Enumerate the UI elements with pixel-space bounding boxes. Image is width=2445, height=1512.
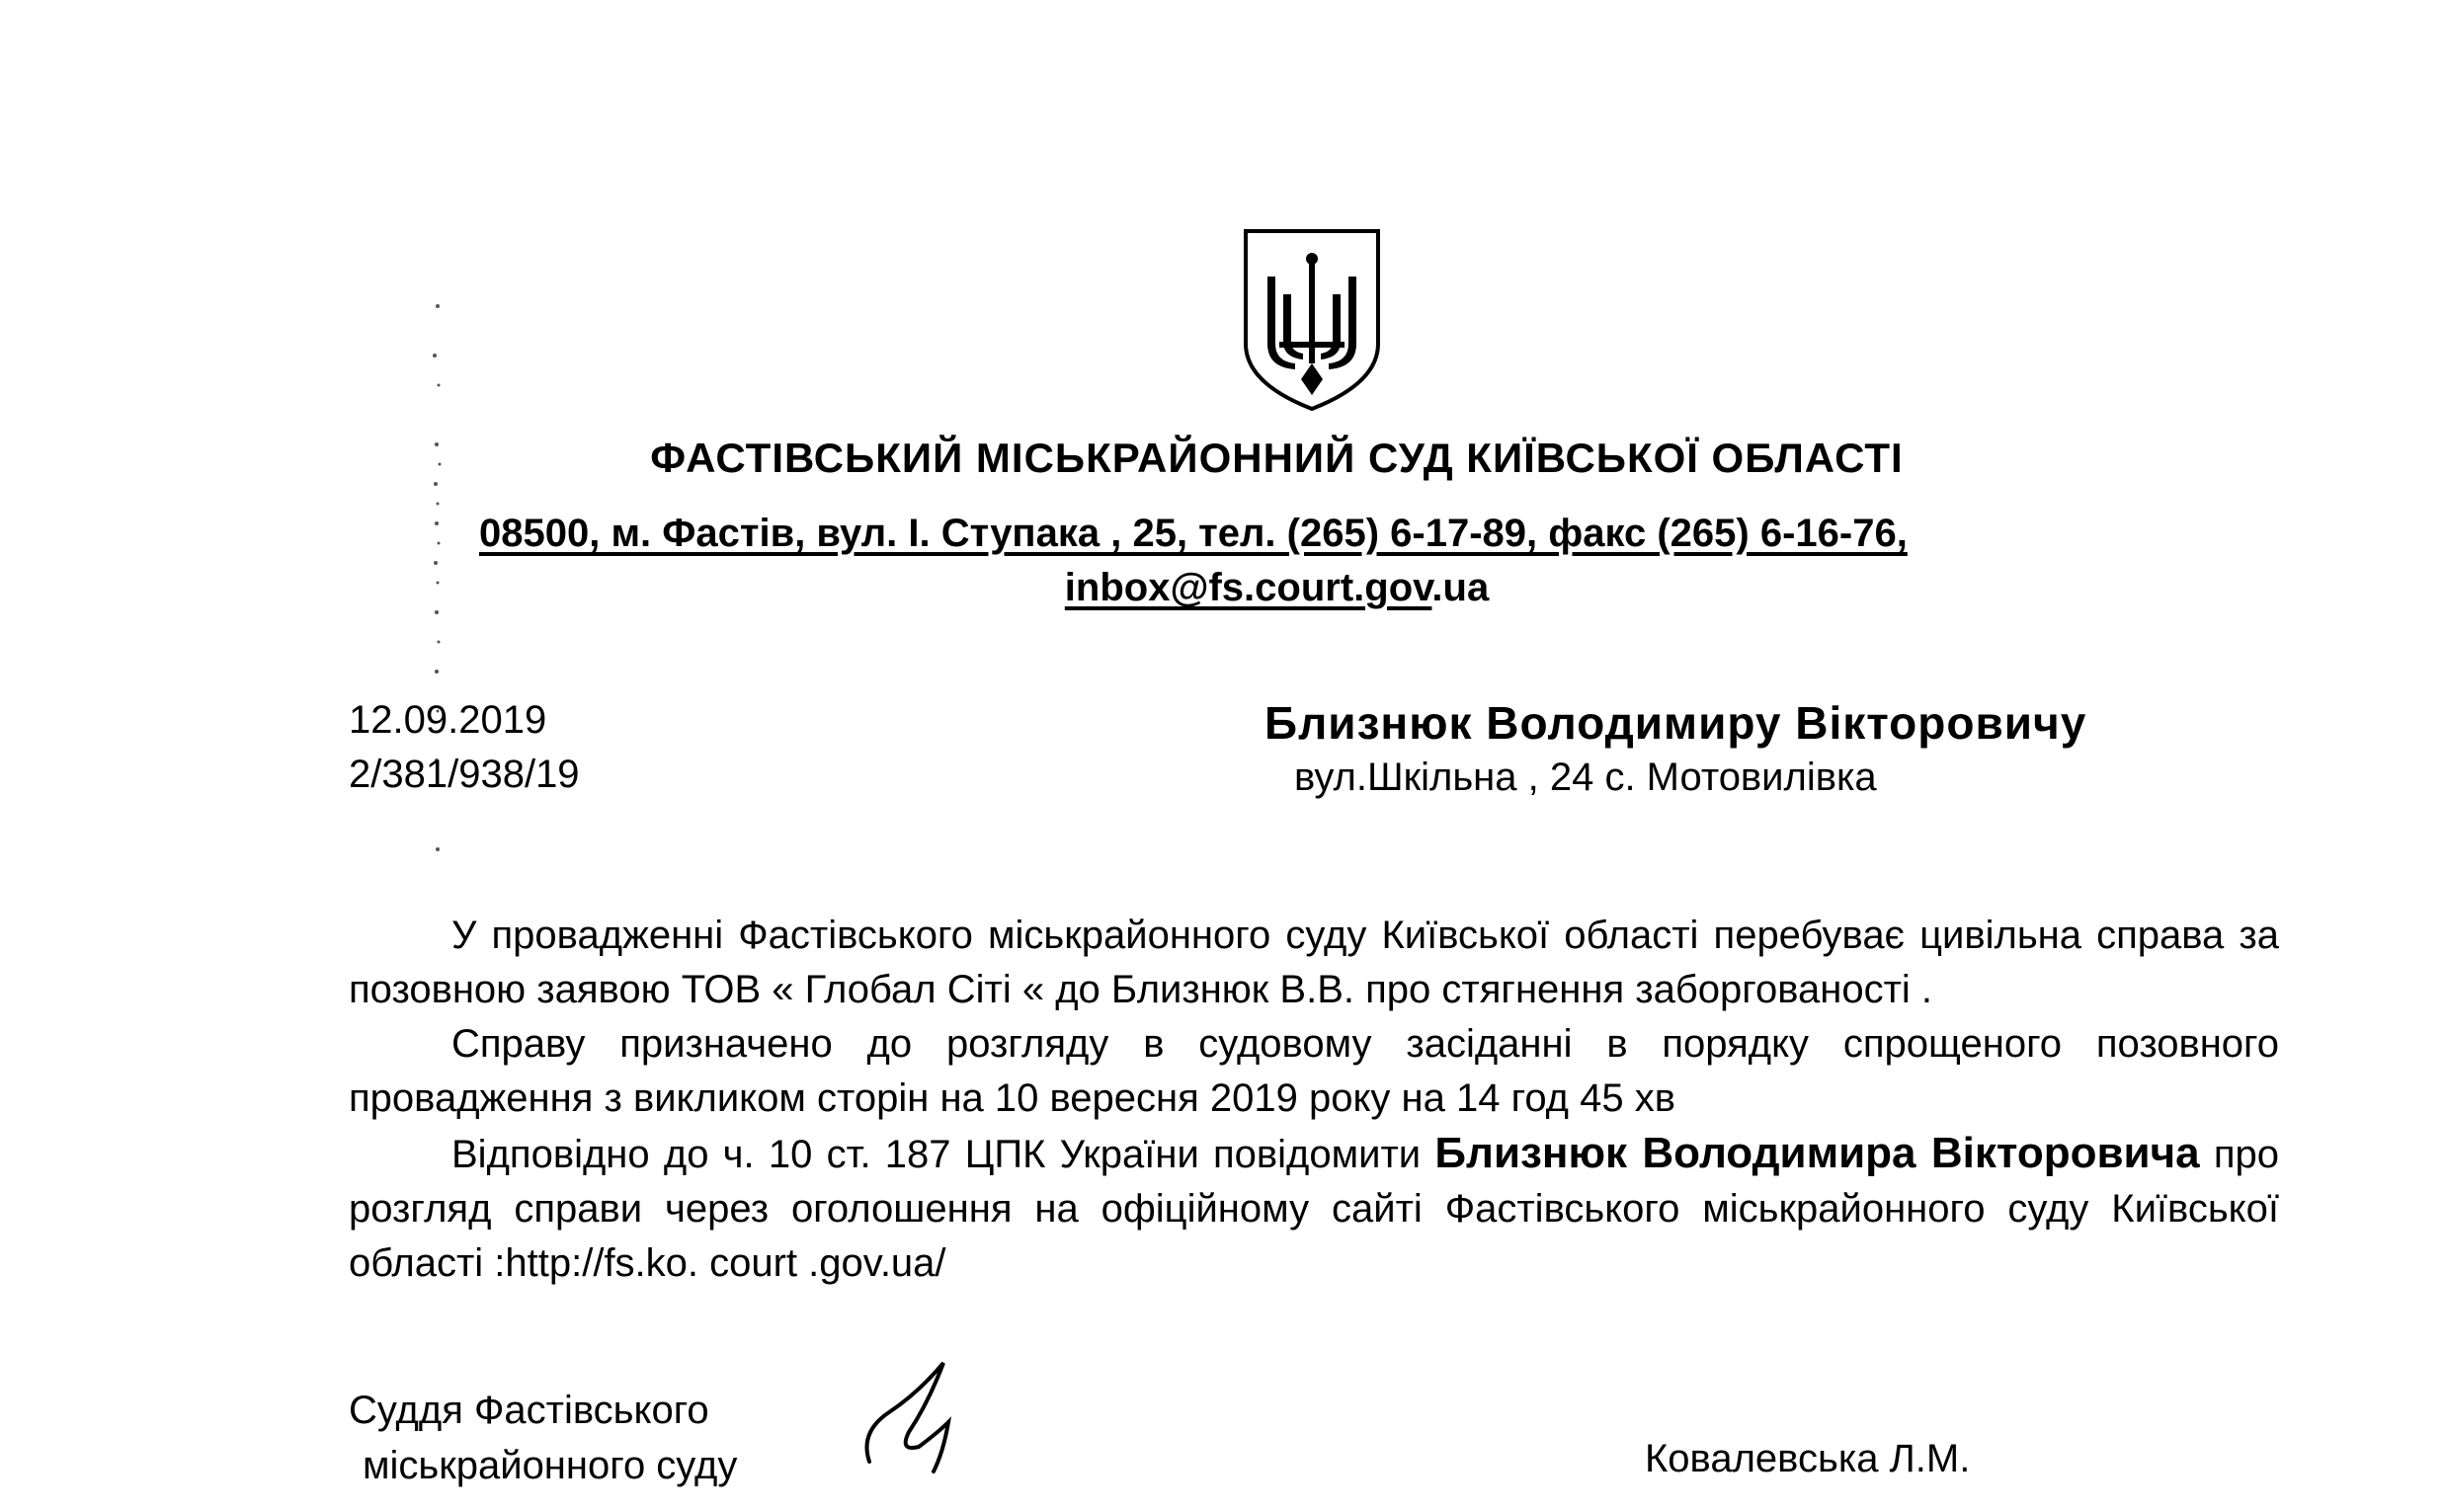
- paragraph-1: У провадженні Фастівського міськрайонного суду Київської області перебуває цивільна справа за позовною заявою ТОВ « Глобал Сіті « до Близнюк В.В. про стягнення заборгованості .: [349, 914, 2279, 1011]
- addressee-name-bold: Близнюк Володимира Вікторовича: [1434, 1129, 2200, 1177]
- document-body: [349, 909, 2279, 1291]
- court-name: ФАСТІВСЬКИЙ МІСЬКРАЙОННИЙ СУД КИЇВСЬКОЇ ОБЛАСТІ: [650, 435, 1904, 481]
- court-email-link[interactable]: inbox@fs.court.gov: [1064, 566, 1432, 609]
- paragraph-3-end: про розгляд справи через оголошення на офіційному сайті Фастівського міськрайонного суду Київської області :http://fs.ko. court .gov.ua/: [349, 1133, 2279, 1285]
- recipient-name: Близнюк Володимиру Вікторовичу: [1264, 697, 2087, 749]
- document-number: 2/381/938/19: [349, 753, 580, 796]
- paragraph-3-start: Відповідно до ч. 10 ст. 187 ЦПК України повідомити: [451, 1133, 1435, 1176]
- paragraph-2: Справу призначено до розгляду в судовому засіданні в порядку спрощеного позовного провадження з викликом сторін на 10 вересня 2019 року на 14 год 45 хв: [349, 1022, 2279, 1120]
- handwritten-signature: [850, 1353, 988, 1481]
- document-date: 12.09.2019: [349, 698, 547, 742]
- paragraph-3: [349, 1126, 2279, 1291]
- recipient-address: вул.Шкільна , 24 с. Мотовилівка: [1294, 756, 1877, 799]
- court-address: 08500, м. Фастів, вул. І. Ступака , 25, тел. (265) 6-17-89, факс (265) 6-16-76,: [479, 512, 1908, 555]
- judge-name: Ковалевська Л.М.: [1645, 1437, 1971, 1480]
- court-email-tail: .ua: [1431, 566, 1490, 609]
- signature-block: [349, 1383, 737, 1493]
- judge-title-line1: Суддя Фастівського: [349, 1389, 709, 1432]
- coat-of-arms-icon: [1240, 225, 1384, 413]
- judge-title-line2: міськрайонного суду: [363, 1444, 738, 1487]
- court-email: [0, 566, 2445, 610]
